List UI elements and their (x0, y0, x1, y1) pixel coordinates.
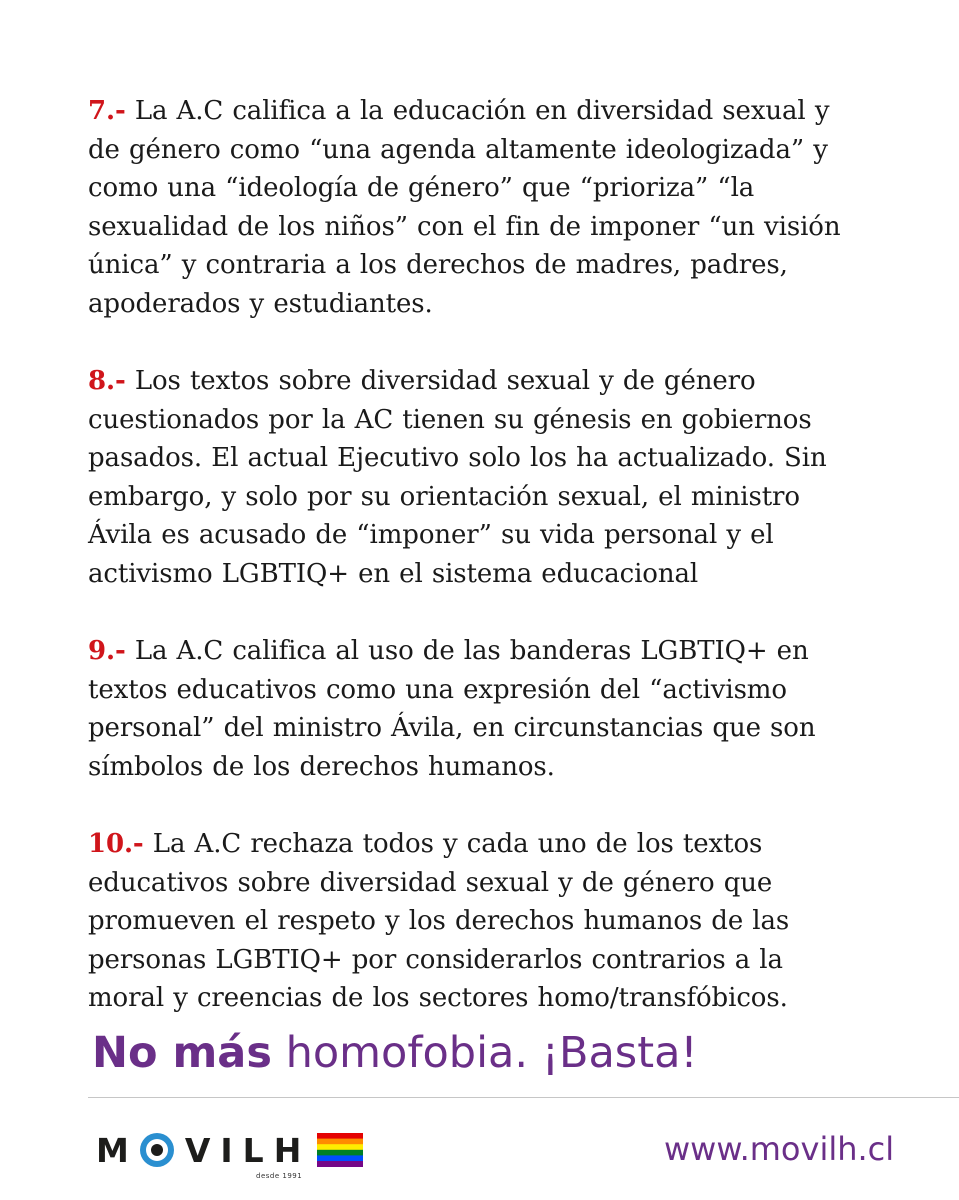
list-item-10 (88, 825, 888, 1018)
logo-wordmark (96, 1128, 311, 1172)
item-number: 10.- (88, 829, 144, 859)
footer-divider (88, 1097, 959, 1098)
slogan-regular: homofobia. ¡Basta! (271, 1028, 698, 1078)
item-text: Los textos sobre diversidad sexual y de género cuestionados por la AC tienen su génesis en gobiernos pasados. El actual Ejecutivo solo los ha actualizado. Sin embargo, y solo por su orientación sexual, el ministro Ávila es acusado de “imponer” su vida personal y el activismo LGBTIQ+ en el sistema educacional (88, 366, 827, 589)
eye-icon (139, 1132, 175, 1168)
slogan (92, 1028, 698, 1078)
list-item-8 (88, 362, 888, 593)
list-item-9 (88, 632, 888, 786)
item-number: 9.- (88, 636, 126, 666)
logo-letter-m: M (96, 1130, 139, 1170)
article-body (88, 92, 888, 1057)
rainbow-flag-icon (317, 1133, 363, 1167)
item-text: La A.C rechaza todos y cada uno de los textos educativos sobre diversidad sexual y de género que promueven el respeto y los derechos humanos de las personas LGBTIQ+ por considerarlos contrarios a la moral y creencias de los sectores homo/transfóbicos. (88, 829, 790, 1013)
movilh-logo (96, 1128, 376, 1180)
list-item-7 (88, 92, 888, 323)
item-text: La A.C califica al uso de las banderas LGBTIQ+ en textos educativos como una expresión del “activismo personal” del ministro Ávila, en circunstancias que son símbolos de los derechos humanos. (88, 636, 816, 782)
item-number: 7.- (88, 96, 126, 126)
logo-letters: VILH (184, 1130, 312, 1170)
website-link[interactable]: www.movilh.cl (664, 1130, 895, 1168)
item-text: La A.C califica a la educación en diversidad sexual y de género como “una agenda altamente ideologizada” y como una “ideología de género” que “prioriza” “la sexualidad de los niños” con el fin de imponer “un visión única” y contraria a los derechos de madres, padres, apoderados y estudiantes. (88, 96, 841, 319)
logo-tagline: desde 1991 (256, 1172, 303, 1180)
item-number: 8.- (88, 366, 126, 396)
slogan-bold: No más (92, 1028, 272, 1078)
